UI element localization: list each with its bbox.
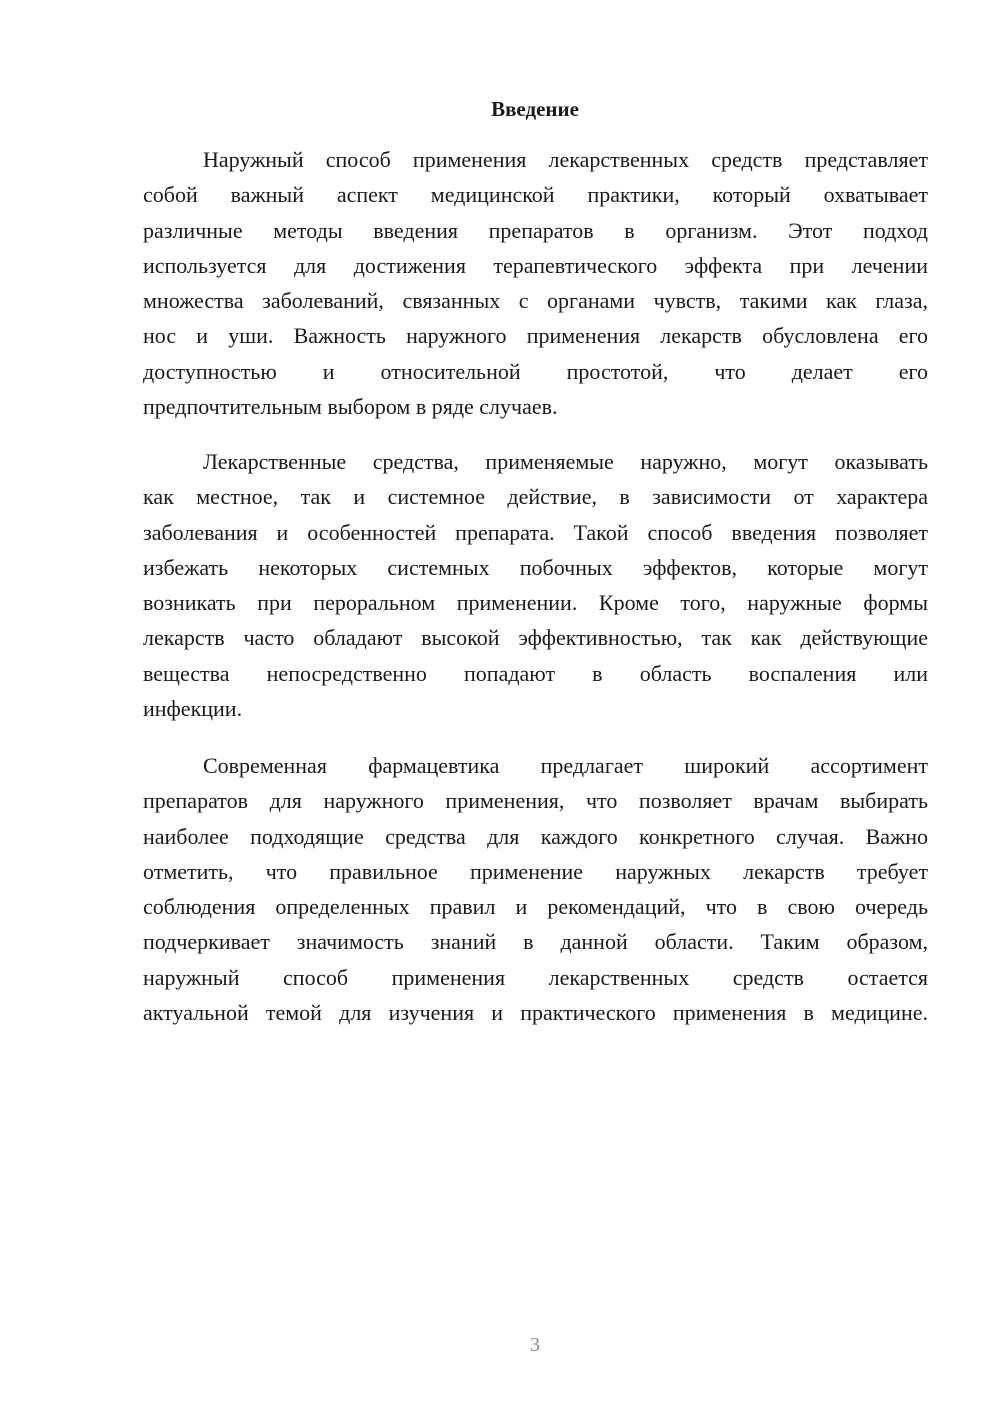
- text-line: соблюдения определенных правил и рекомендаций, что в свою очередь: [143, 894, 928, 920]
- text-line: заболевания и особенностей препарата. Такой способ введения позволяет: [143, 519, 928, 545]
- text-line: множества заболеваний, связанных с органами чувств, такими как глаза,: [143, 288, 928, 314]
- text-line: наружный способ применения лекарственных средств остается: [143, 964, 928, 990]
- text-line: отметить, что правильное применение наружных лекарств требует: [143, 858, 928, 884]
- text-line: как местное, так и системное действие, в зависимости от характера: [143, 484, 928, 510]
- text-line: собой важный аспект медицинской практики, который охватывает: [143, 182, 928, 208]
- paragraph: [143, 142, 928, 424]
- paragraph: [143, 748, 928, 1030]
- text-line: избежать некоторых системных побочных эффектов, которые могут: [143, 554, 928, 580]
- text-line: различные методы введения препаратов в организм. Этот подход: [143, 217, 928, 243]
- text-line: нос и уши. Важность наружного применения лекарств обусловлена его: [143, 323, 928, 349]
- text-line: лекарств часто обладают высокой эффективностью, так как действующие: [143, 625, 928, 651]
- text-line: Наружный способ применения лекарственных средств представляет: [203, 147, 928, 172]
- text-line: возникать при пероральном применении. Кроме того, наружные формы: [143, 590, 928, 616]
- section-title: Введение: [491, 97, 579, 121]
- page-number: 3: [530, 1334, 540, 1356]
- text-line: актуальной темой для изучения и практического применения в медицине.: [143, 1000, 928, 1026]
- text-line: подчеркивает значимость знаний в данной области. Таким образом,: [143, 929, 928, 955]
- text-line: доступностью и относительной простотой, что делает его: [143, 358, 928, 384]
- text-line: наиболее подходящие средства для каждого конкретного случая. Важно: [143, 823, 928, 849]
- text-line: Лекарственные средства, применяемые наружно, могут оказывать: [203, 449, 928, 474]
- text-line: инфекции.: [143, 696, 243, 722]
- text-line: предпочтительным выбором в ряде случаев.: [143, 394, 558, 420]
- text-line: Современная фармацевтика предлагает широкий ассортимент: [203, 753, 928, 778]
- text-line: используется для достижения терапевтического эффекта при лечении: [143, 252, 928, 278]
- paragraph: [143, 444, 928, 726]
- text-line: вещества непосредственно попадают в область воспаления или: [143, 660, 928, 686]
- text-line: препаратов для наружного применения, что позволяет врачам выбирать: [143, 788, 928, 814]
